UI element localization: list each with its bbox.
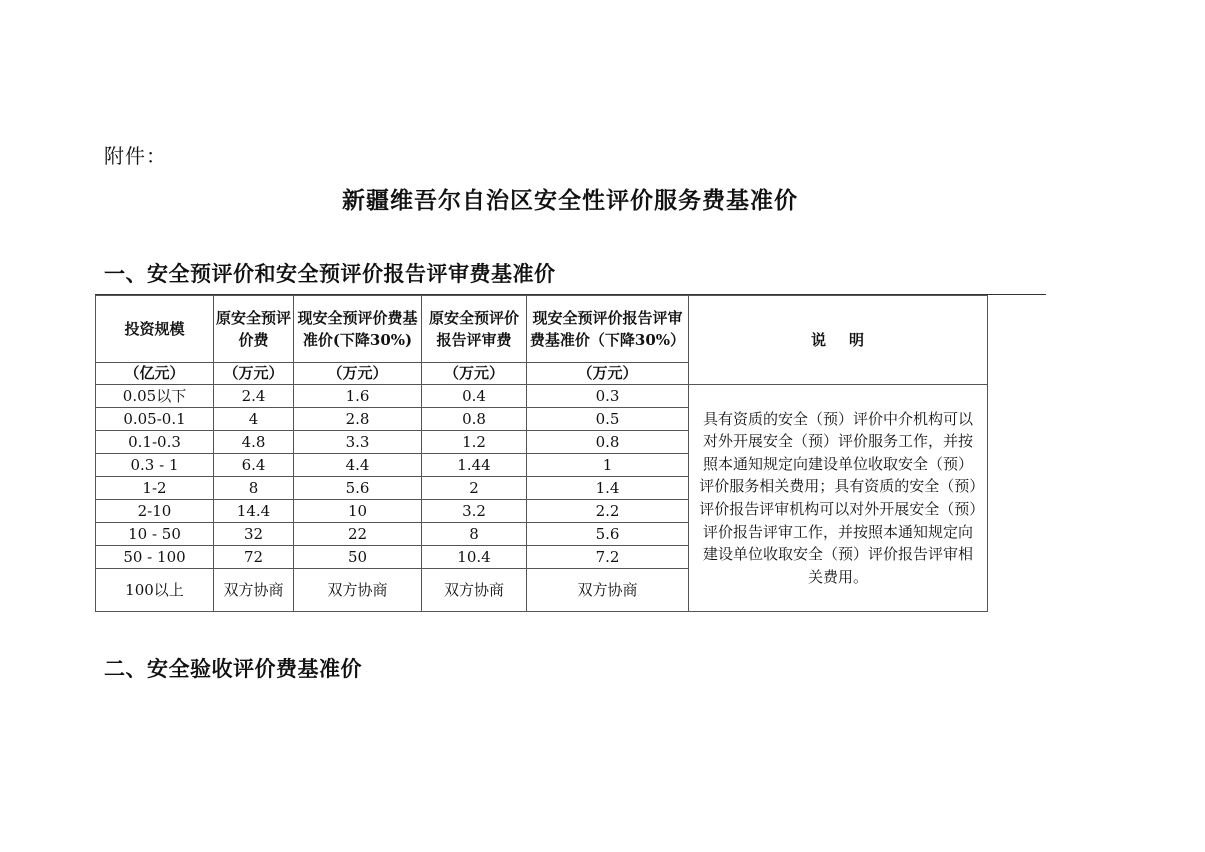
table-cell: 0.8 <box>422 408 527 431</box>
table-cell: 10 <box>294 500 422 523</box>
table-cell: 1.2 <box>422 431 527 454</box>
unit-cell: （万元） <box>214 363 294 385</box>
table-cell: 0.3 <box>527 385 689 408</box>
table-cell: 1-2 <box>96 477 214 500</box>
table-cell: 50 - 100 <box>96 546 214 569</box>
table-cell: 双方协商 <box>527 569 689 612</box>
table-cell: 50 <box>294 546 422 569</box>
table-cell: 0.5 <box>527 408 689 431</box>
table-cell: 4.4 <box>294 454 422 477</box>
table-cell: 2.4 <box>214 385 294 408</box>
table-cell: 0.4 <box>422 385 527 408</box>
document-title: 新疆维吾尔自治区安全性评价服务费基准价 <box>342 187 798 214</box>
header-current-pre-eval-fee: 现安全预评价费基准价(下降30%) <box>294 296 422 363</box>
table-cell: 双方协商 <box>214 569 294 612</box>
table-cell: 0.05以下 <box>96 385 214 408</box>
notes-cell: 具有资质的安全（预）评价中介机构可以对外开展安全（预）评价服务工作，并按照本通知规定向建设单位收取安全（预）评价服务相关费用；具有资质的安全（预）评价报告评审机构可以对外开展安全（预）评价报告评审工作，并按照本通知规定向建设单位收取安全（预）评价报告评审相关费用。 <box>689 385 988 612</box>
table-cell: 0.05-0.1 <box>96 408 214 431</box>
table-cell: 4 <box>214 408 294 431</box>
table-cell: 1.4 <box>527 477 689 500</box>
section-1-heading: 一、安全预评价和安全预评价报告评审费基准价 <box>104 261 556 286</box>
header-notes: 说 明 <box>689 296 988 385</box>
table-cell: 1.6 <box>294 385 422 408</box>
table-cell: 100以上 <box>96 569 214 612</box>
unit-cell: （亿元） <box>96 363 214 385</box>
table-cell: 3.2 <box>422 500 527 523</box>
table-cell: 4.8 <box>214 431 294 454</box>
unit-cell: （万元） <box>422 363 527 385</box>
header-original-pre-eval-fee: 原安全预评价费 <box>214 296 294 363</box>
table-row <box>96 385 988 408</box>
table-cell: 8 <box>422 523 527 546</box>
annex-label: 附件： <box>104 144 167 168</box>
table-cell: 6.4 <box>214 454 294 477</box>
table-cell: 3.3 <box>294 431 422 454</box>
table-cell: 32 <box>214 523 294 546</box>
section-2-heading: 二、安全验收评价费基准价 <box>104 656 362 681</box>
header-investment-scale: 投资规模 <box>96 296 214 363</box>
table-cell: 1 <box>527 454 689 477</box>
table-cell: 5.6 <box>527 523 689 546</box>
table-cell: 2 <box>422 477 527 500</box>
table-cell: 1.44 <box>422 454 527 477</box>
table-cell: 双方协商 <box>294 569 422 612</box>
table-cell: 2-10 <box>96 500 214 523</box>
table-cell: 10.4 <box>422 546 527 569</box>
table-cell: 7.2 <box>527 546 689 569</box>
table-cell: 0.8 <box>527 431 689 454</box>
table-cell: 0.1-0.3 <box>96 431 214 454</box>
unit-cell: （万元） <box>294 363 422 385</box>
table-cell: 14.4 <box>214 500 294 523</box>
table-header-row <box>96 296 988 363</box>
table-cell: 5.6 <box>294 477 422 500</box>
table-cell: 10 - 50 <box>96 523 214 546</box>
fee-table <box>95 295 988 612</box>
table-cell: 双方协商 <box>422 569 527 612</box>
unit-cell: （万元） <box>527 363 689 385</box>
header-current-review-fee: 现安全预评价报告评审费基准价（下降30%） <box>527 296 689 363</box>
table-cell: 8 <box>214 477 294 500</box>
table-cell: 2.8 <box>294 408 422 431</box>
header-original-review-fee: 原安全预评价报告评审费 <box>422 296 527 363</box>
table-cell: 72 <box>214 546 294 569</box>
table-cell: 0.3 - 1 <box>96 454 214 477</box>
table-cell: 2.2 <box>527 500 689 523</box>
table-cell: 22 <box>294 523 422 546</box>
